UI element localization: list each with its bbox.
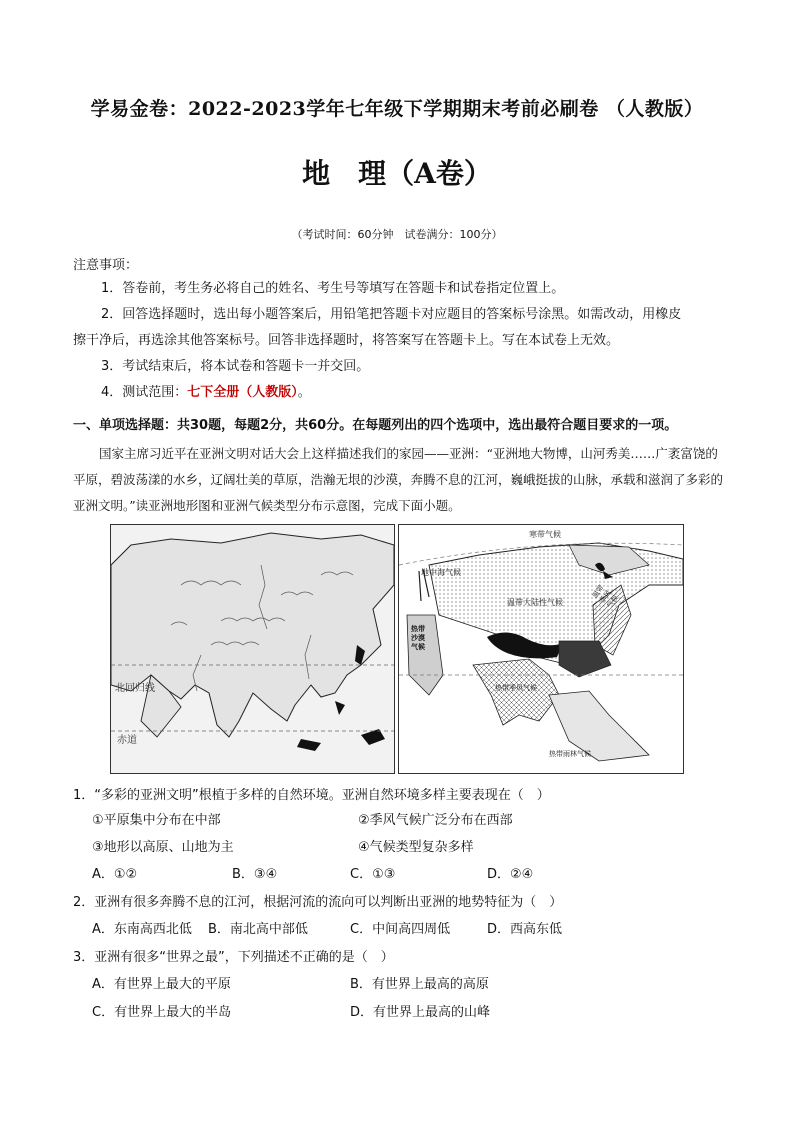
q1-item-4 bbox=[358, 836, 474, 855]
terrain-map-graphic bbox=[111, 525, 394, 773]
q1-item-3 bbox=[92, 836, 234, 855]
label-rainforest-climate: 热带雨林气候 bbox=[549, 750, 591, 758]
climate-map-graphic bbox=[399, 525, 683, 773]
q1-item-1 bbox=[92, 809, 221, 828]
label-mediterranean-climate: 地中海气候 bbox=[421, 568, 461, 577]
reading-passage: 国家主席习近平在亚洲文明对话大会上这样描述我们的家园——亚洲：“亚洲地大物博，山河秀美……广袤富饶的平原，碧波荡漾的水乡，辽阔壮美的草原，浩瀚无垠的沙漠，奔腾不息的江河，巍峨挺拔的山脉，承载和滋润了多彩的亚洲文明。”读亚洲地形图和亚洲气候类型分布示意图，完成下面小题。 bbox=[73, 446, 724, 513]
label-subarctic-climate: 寒带气候 bbox=[529, 530, 561, 539]
notice-item-2: 2．回答选择题时，选出每小题答案后，用铅笔把答题卡对应题目的答案标号涂黑。如需改动，用橡皮 bbox=[101, 307, 682, 322]
q1-item-2 bbox=[358, 809, 513, 828]
q2-option-b[interactable]: B．南北高中部低 bbox=[208, 922, 308, 937]
q1-option-c[interactable]: C．①③ bbox=[350, 867, 396, 882]
q1-item-4-text: 气候类型复杂多样 bbox=[369, 840, 474, 855]
q2-option-a[interactable]: A．东南高西北低 bbox=[92, 922, 192, 937]
exam-header-title: 学易金卷：2022-2023学年七年级下学期期末考前必刷卷 （人教版） bbox=[90, 98, 704, 120]
question-1-stem: 1．“多彩的亚洲文明”根植于多样的自然环境。亚洲自然环境多样主要表现在（ ） bbox=[73, 788, 550, 803]
label-continental-climate: 温带大陆性气候 bbox=[507, 598, 563, 607]
q2-option-d[interactable]: D．西高东低 bbox=[487, 922, 563, 937]
notice-title: 注意事项： bbox=[73, 258, 139, 273]
exam-meta: （考试时间：60分钟 试卷满分：100分） bbox=[291, 228, 503, 241]
subject-title-part1: 地 bbox=[302, 157, 331, 190]
scope-value: 七下全册（人教版） bbox=[187, 385, 298, 400]
notice-block bbox=[73, 276, 723, 406]
label-tropic-of-cancer: 北回归线 bbox=[115, 683, 155, 694]
q1-option-b[interactable]: B．③④ bbox=[232, 867, 278, 882]
notice-item-3: 3．考试结束后，将本试卷和答题卡一并交回。 bbox=[101, 359, 370, 374]
notice-item-2-cont: 擦干净后，再选涂其他答案标号。回答非选择题时，将答案写在答题卡上。写在本试卷上无效。 bbox=[73, 333, 620, 348]
q3-option-d[interactable]: D．有世界上最高的山峰 bbox=[350, 1005, 491, 1020]
label-tropical-monsoon-climate: 热带季风气候 bbox=[495, 684, 537, 692]
q1-option-d[interactable]: D．②④ bbox=[487, 867, 534, 882]
q1-item-1-text: 平原集中分布在中部 bbox=[103, 813, 221, 828]
q1-item-2-mark: ② bbox=[358, 813, 370, 828]
asia-climate-map bbox=[398, 524, 684, 774]
q3-option-c[interactable]: C．有世界上最大的半岛 bbox=[92, 1005, 232, 1020]
scope-suffix: 。 bbox=[297, 385, 311, 400]
q1-item-4-mark: ④ bbox=[358, 840, 370, 855]
scope-label: 4．测试范围： bbox=[101, 385, 188, 400]
label-desert-climate: 热带沙漠气候 bbox=[411, 625, 425, 651]
q3-option-b[interactable]: B．有世界上最高的高原 bbox=[350, 977, 489, 992]
notice-item-4 bbox=[73, 380, 723, 406]
asia-terrain-map bbox=[110, 524, 395, 774]
q1-item-3-mark: ③ bbox=[92, 840, 104, 855]
q2-option-c[interactable]: C．中间高四周低 bbox=[350, 922, 451, 937]
label-subtropical-monsoon-climate: 亚热带季风气候 bbox=[567, 678, 616, 686]
q1-option-a[interactable]: A．①② bbox=[92, 867, 138, 882]
subject-title-part2: 理（A卷） bbox=[358, 157, 492, 190]
q3-option-a[interactable]: A．有世界上最大的平原 bbox=[92, 977, 231, 992]
notice-item-1: 1．答卷前，考生务必将自己的姓名、考生号等填写在答题卡和试卷指定位置上。 bbox=[101, 281, 565, 296]
q1-item-3-text: 地形以高原、山地为主 bbox=[103, 840, 234, 855]
section-title: 一、单项选择题：共30题，每题2分，共60分。在每题列出的四个选项中，选出最符合题目要求的一项。 bbox=[73, 418, 678, 433]
label-equator: 赤道 bbox=[117, 735, 137, 746]
subject-title bbox=[0, 152, 794, 192]
question-3-stem: 3．亚洲有很多“世界之最”，下列描述不正确的是（ ） bbox=[73, 950, 394, 965]
q1-item-1-mark: ① bbox=[92, 813, 104, 828]
question-2-stem: 2．亚洲有很多奔腾不息的江河，根据河流的流向可以判断出亚洲的地势特征为（ ） bbox=[73, 895, 563, 910]
label-temperate-monsoon-climate: 温带季风气候 bbox=[591, 583, 621, 610]
q1-item-2-text: 季风气候广泛分布在西部 bbox=[369, 813, 513, 828]
